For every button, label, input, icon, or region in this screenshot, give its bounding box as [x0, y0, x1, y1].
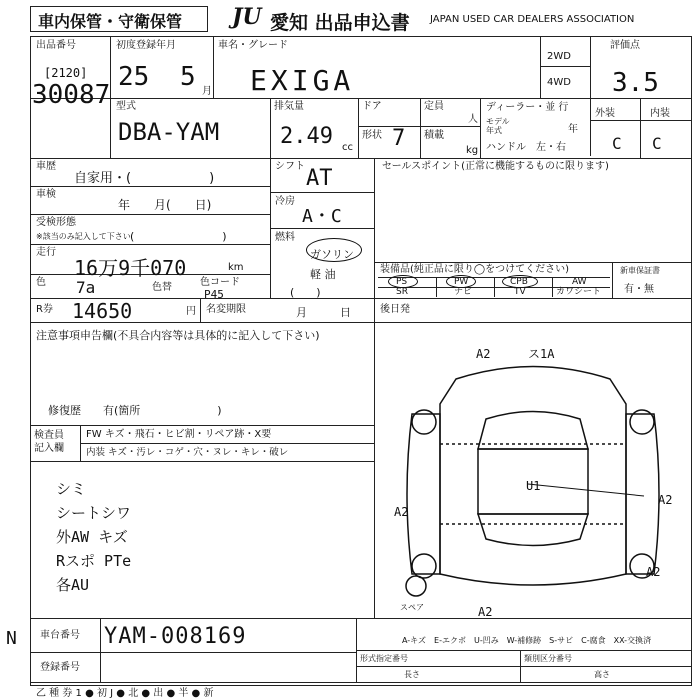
registration-number-label: 登録番号 — [40, 662, 80, 673]
length-label: 長さ — [404, 670, 420, 679]
dealer-label: ディーラー・並 行 — [486, 102, 569, 113]
shift-label: シフト — [275, 161, 305, 172]
km-unit: km — [228, 262, 244, 273]
mileage-label: 走行 — [36, 247, 56, 258]
equip-cpb-circle — [502, 275, 538, 288]
spare-label: スペア — [400, 603, 424, 612]
chassis-value: YAM-008169 — [104, 624, 247, 649]
year-unit: 年 — [568, 124, 578, 135]
fuel-gasoline-circle — [306, 238, 362, 262]
history-label: 車歴 — [36, 161, 56, 172]
car-damage-diagram — [376, 324, 690, 618]
recycle-label: R券 — [36, 304, 53, 315]
registration-year: 25 — [118, 62, 150, 92]
org-title: 愛知 出品申込書 — [270, 12, 410, 34]
repair-history-label: 修復歴 有(箇所 ) — [48, 404, 222, 417]
name-change-value: 月 日 — [296, 306, 351, 319]
model-code: DBA-YAM — [118, 118, 220, 146]
handwritten-note-1: シミ — [56, 480, 87, 498]
name-change-label: 名変期限 — [206, 304, 246, 315]
exterior-grade: C — [612, 134, 622, 153]
equip-pw: PW — [454, 277, 469, 287]
first-registration-label: 初度登録年月 — [116, 40, 176, 51]
equip-ps: PS — [396, 277, 408, 287]
height-label: 高さ — [594, 670, 610, 679]
lot-sub-number: [2120] — [44, 66, 88, 80]
notes-label: 注意事項申告欄(不具合内容等は具体的に記入して下さい) — [36, 329, 320, 342]
shape-value: 7 — [392, 126, 406, 151]
footer-bottom-row: 乙 種 券 1 ● 初 J ● 北 ● 出 ● 半 ● 新 — [36, 688, 214, 699]
registration-month: 5 — [180, 62, 196, 92]
car-name: EXIGA — [250, 64, 355, 97]
history-value: 自家用・( ) — [74, 171, 215, 186]
mark-roof: U1 — [526, 479, 541, 493]
month-unit: 月 — [202, 86, 212, 97]
org-english: JAPAN USED CAR DEALERS ASSOCIATION — [430, 14, 635, 25]
exterior-label: 外装 — [595, 108, 615, 119]
type-label: 型式 — [116, 101, 136, 112]
equip-cpb: CPB — [510, 277, 528, 287]
mark-left: A2 — [394, 505, 409, 519]
shape-label: 形状 — [362, 130, 382, 141]
handwritten-note-2: シートシワ — [56, 504, 132, 522]
score-value: 3.5 — [612, 68, 659, 98]
ju-logo: JU — [232, 4, 262, 30]
inspection-value: 年 月( 日) — [118, 198, 212, 212]
form-note: ※該当のみ記入して下さい — [36, 232, 131, 241]
handle-label: ハンドル 左・右 — [486, 142, 566, 153]
owner-label: 後日発 — [380, 304, 410, 315]
car-rear-window — [478, 514, 588, 546]
equip-tv: TV — [514, 287, 526, 297]
fuel-diesel: 軽 油 — [310, 268, 336, 281]
displacement-value: 2.49 — [280, 124, 333, 149]
form-value: ( ) — [130, 230, 227, 243]
shift-value: AT — [306, 166, 333, 191]
model-year-label: モデル 年式 — [486, 117, 510, 135]
interior-label: 内装 — [650, 108, 670, 119]
category-label: 類別区分番号 — [524, 654, 572, 663]
inspection-label: 車検 — [36, 189, 56, 200]
color-code-value: P45 — [204, 288, 224, 301]
handwritten-note-5: 各AU — [56, 576, 90, 594]
mark-rear-right: A2 — [646, 565, 661, 579]
car-left-side — [407, 414, 440, 574]
equip-aw: AW — [572, 277, 587, 287]
ac-value: A・C — [302, 206, 342, 227]
warranty-value: 有・無 — [624, 284, 654, 295]
mileage-value: 16万9千070 — [74, 256, 187, 280]
fuel-gasoline: ガソリン — [310, 248, 354, 261]
equip-leather-seat: カワシート — [556, 287, 602, 297]
capacity-label: 定員 — [424, 101, 444, 112]
car-name-label: 車名・グレード — [218, 40, 288, 51]
handwritten-note-3: 外AW キズ — [56, 528, 128, 546]
handwritten-note-4: Rスポ PTe — [56, 552, 132, 570]
color-label: 色 — [36, 277, 46, 288]
recycle-value: 14650 — [72, 299, 133, 323]
displacement-label: 排気量 — [274, 101, 304, 112]
selling-points-label: セールスポイント(正常に機能するものに限ります) — [382, 161, 609, 172]
lot-label: 出品番号 — [36, 40, 76, 51]
mark-rear: A2 — [478, 605, 493, 618]
spare-tire — [406, 576, 426, 596]
equipment-grid — [378, 277, 610, 297]
door-label: ドア — [362, 101, 382, 112]
load-label: 積載 — [424, 130, 444, 141]
form-label: 受検形態 — [36, 217, 76, 228]
form-designation-label: 形式指定番号 — [360, 654, 408, 663]
load-unit: kg — [466, 145, 479, 156]
drive-4wd: 4WD — [547, 77, 571, 88]
mark-front-left: A2 — [476, 347, 491, 361]
defects-fw-row: FW キズ・飛石・ヒビ割・リペア跡・X要 — [86, 429, 272, 440]
damage-legend: A-キズ E-エクボ U-凹み W-補修跡 S-サビ C-腐食 XX-交換済 — [402, 636, 652, 645]
margin-mark: N — [6, 628, 17, 649]
capacity-unit: 人 — [468, 114, 478, 125]
mark-front: ス1A — [528, 347, 555, 361]
car-front-outline — [440, 367, 626, 586]
inspector-label: 検査員 記入欄 — [34, 430, 64, 454]
equip-sr: SR — [396, 287, 408, 297]
car-right-side — [626, 414, 659, 574]
warranty-label: 新車保証書 — [620, 266, 660, 275]
cc-unit: cc — [342, 142, 353, 153]
header-title-left: 車内保管・守衛保管 — [38, 12, 183, 31]
defects-interior-row: 内装 キズ・汚レ・コゲ・穴・ヌレ・キレ・破レ — [86, 447, 289, 458]
ac-label: 冷房 — [275, 196, 295, 207]
chassis-label: 車台番号 — [40, 630, 80, 641]
score-label: 評価点 — [610, 40, 640, 51]
yen-unit: 円 — [186, 306, 196, 317]
equip-pw-circle — [446, 275, 476, 288]
color-value: 7a — [76, 278, 96, 297]
lot-number: 30087 — [32, 80, 111, 110]
fuel-other: ( ) — [290, 286, 321, 299]
color-change-label: 色替 — [152, 282, 172, 293]
equip-ps-circle — [388, 275, 418, 288]
mark-right: A2 — [658, 493, 673, 507]
equip-navi: ナビ — [454, 287, 473, 297]
fuel-label: 燃料 — [275, 232, 295, 243]
color-code-label: 色コード — [200, 277, 240, 288]
interior-grade: C — [652, 134, 662, 153]
equipment-label: 装備品(純正品に限り◯をつけてください) — [380, 264, 569, 275]
drive-2wd: 2WD — [547, 51, 571, 62]
